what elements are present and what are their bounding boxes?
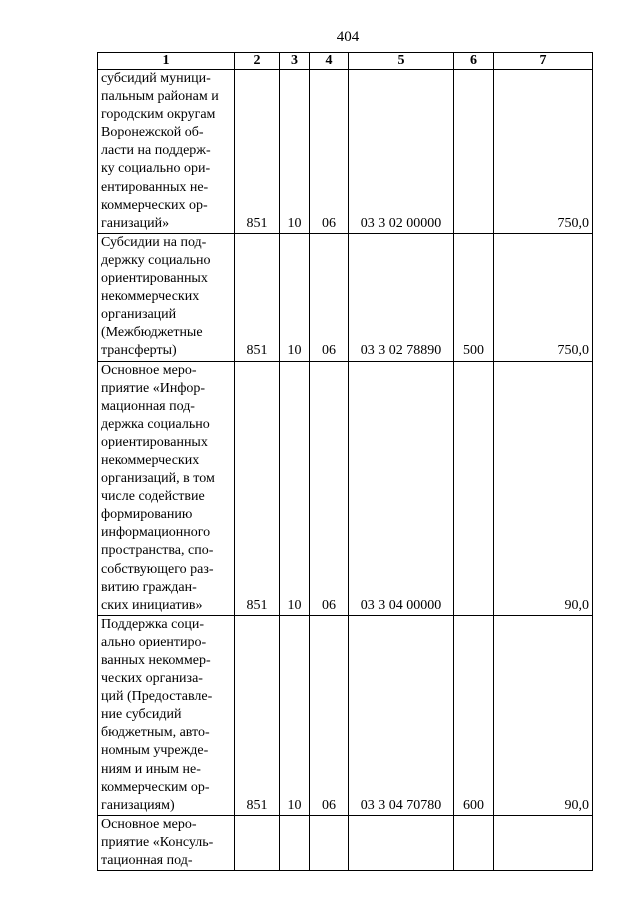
row-code-6 [454, 815, 494, 870]
row-code-5: 03 3 04 70780 [349, 615, 454, 815]
row-amount: 90,0 [494, 361, 593, 615]
row-code-4: 06 [310, 615, 349, 815]
row-code-6 [454, 361, 494, 615]
row-code-3: 10 [280, 233, 310, 361]
row-amount [494, 815, 593, 870]
header-row [98, 53, 593, 70]
row-name: Субсидии на под- держку социально ориентированных некоммерческих организаций (Межбюджетные трансферты) [98, 233, 235, 361]
page-number: 404 [336, 29, 360, 45]
table-row [98, 361, 593, 615]
row-amount: 750,0 [494, 70, 593, 234]
header-col-6: 6 [454, 53, 494, 70]
row-code-3: 10 [280, 70, 310, 234]
table-row [98, 233, 593, 361]
row-code-5: 03 3 02 78890 [349, 233, 454, 361]
row-name: Поддержка соци- ально ориентиро- ванных некоммер- ческих организа- ций (Предоставле- ние субсидий бюджетным, авто- номным учрежде- ниям и иным не- коммерческим ор- ганизациям) [98, 615, 235, 815]
row-code-2: 851 [235, 361, 280, 615]
row-code-6: 600 [454, 615, 494, 815]
header-col-5: 5 [349, 53, 454, 70]
row-code-4 [310, 815, 349, 870]
header-col-1: 1 [98, 53, 235, 70]
table-row [98, 615, 593, 815]
row-code-5 [349, 815, 454, 870]
table-row [98, 815, 593, 870]
row-name: Основное меро- приятие «Инфор- мационная под- держка социально ориентированных некоммерческих организаций, в том числе содействие формированию информационного пространства, спо- собствующего раз- витию граждан- ских инициатив» [98, 361, 235, 615]
row-code-4: 06 [310, 233, 349, 361]
row-code-2 [235, 815, 280, 870]
row-amount: 90,0 [494, 615, 593, 815]
row-code-2: 851 [235, 70, 280, 234]
row-code-3 [280, 815, 310, 870]
header-col-3: 3 [280, 53, 310, 70]
row-code-4: 06 [310, 361, 349, 615]
row-code-5: 03 3 02 00000 [349, 70, 454, 234]
header-col-7: 7 [494, 53, 593, 70]
table-row [98, 70, 593, 234]
row-code-3: 10 [280, 615, 310, 815]
header-col-4: 4 [310, 53, 349, 70]
row-code-3: 10 [280, 361, 310, 615]
row-code-6: 500 [454, 233, 494, 361]
row-name: Основное меро- приятие «Консуль- тационная под- [98, 815, 235, 870]
row-code-5: 03 3 04 00000 [349, 361, 454, 615]
row-name: субсидий муници- пальным районам и городским округам Воронежской об- ласти на поддерж- ку социально ори- ентированных не- коммерческих ор- ганизаций» [98, 70, 235, 234]
budget-table [97, 52, 593, 871]
header-col-2: 2 [235, 53, 280, 70]
row-code-4: 06 [310, 70, 349, 234]
row-code-6 [454, 70, 494, 234]
row-code-2: 851 [235, 233, 280, 361]
row-amount: 750,0 [494, 233, 593, 361]
row-code-2: 851 [235, 615, 280, 815]
